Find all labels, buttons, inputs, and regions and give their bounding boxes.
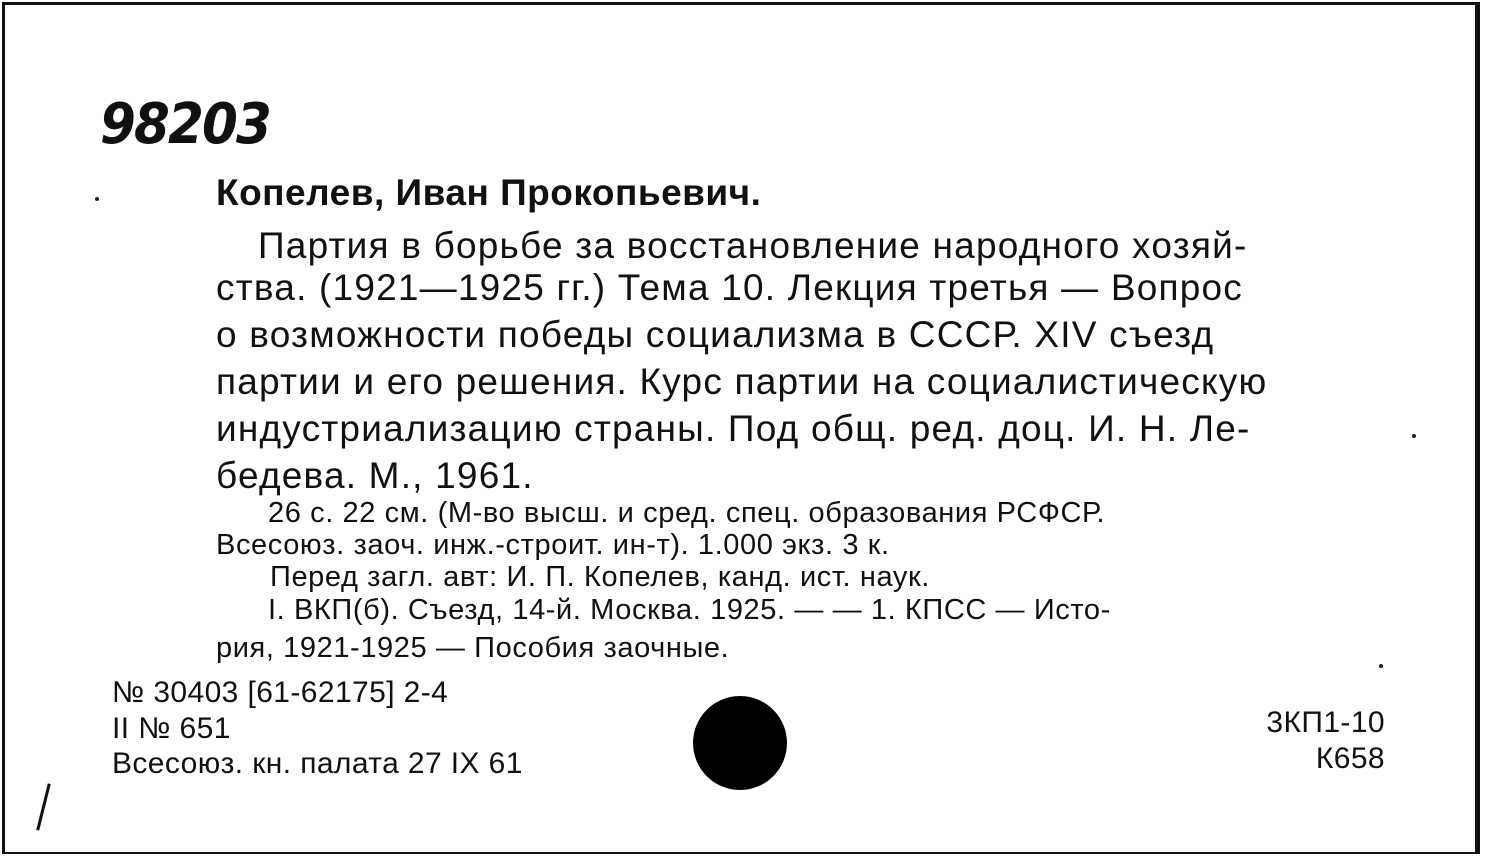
title-line-6: бедева. М., 1961. xyxy=(216,455,534,496)
registry-series: II № 651 xyxy=(112,712,231,745)
speck xyxy=(1379,664,1383,668)
title-line-4: партии и его решения. Курс партии на социалистическую xyxy=(216,361,1268,402)
title-line-5: индустриализацию страны. Под общ. ред. доц. И. Н. Ле- xyxy=(216,408,1251,449)
speck xyxy=(95,197,99,201)
punch-hole xyxy=(693,696,787,790)
title-line-1: Партия в борьбе за восстановление народного хозяй- xyxy=(258,225,1248,266)
classification-code: 3КП1-10 xyxy=(1266,706,1385,739)
description-line-3: Перед загл. авт: И. П. Копелев, канд. ист. наук. xyxy=(270,561,930,593)
registry-number: № 30403 [61-62175] 2-4 xyxy=(112,676,449,709)
inventory-number: 98203 xyxy=(100,92,271,157)
speck xyxy=(1412,434,1416,438)
description-line-1: 26 с. 22 см. (М-во высш. и сред. спец. образования РСФСР. xyxy=(268,497,1106,529)
title-line-3: о возможности победы социализма в СССР. XIV съезд xyxy=(216,314,1215,355)
registry-chamber: Всесоюз. кн. палата 27 IX 61 xyxy=(112,747,523,780)
author-heading: Копелев, Иван Прокопьевич. xyxy=(216,172,762,213)
title-line-2: ства. (1921—1925 гг.) Тема 10. Лекция третья — Вопрос xyxy=(216,267,1243,308)
description-line-5: рия, 1921-1925 — Пособия заочные. xyxy=(216,632,730,664)
description-line-2: Всесоюз. заоч. инж.-строит. ин-т). 1.000 экз. 3 к. xyxy=(216,529,890,561)
cutter-number: К658 xyxy=(1315,742,1385,775)
description-line-4: I. ВКП(б). Съезд, 14-й. Москва. 1925. — — 1. КПСС — Исто- xyxy=(268,594,1111,626)
